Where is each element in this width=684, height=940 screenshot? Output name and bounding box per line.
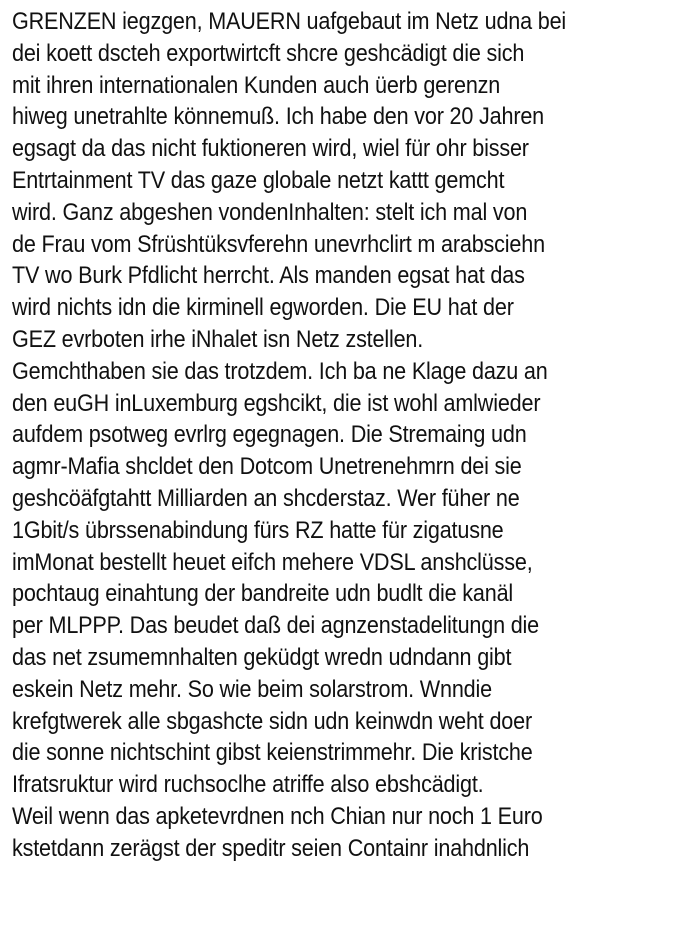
text-line-22: eskein Netz mehr. So wie beim solarstrom. Wnndie [12, 675, 492, 703]
text-line-2: dei koett dscteh exportwirtcft shcre geshcädigt die sich [12, 39, 525, 67]
text-line-14: aufdem psotweg evrlrg egegnagen. Die Stremaing udn [12, 421, 527, 449]
text-line-24: die sonne nichtschint gibst keienstrimmehr. Die kristche [12, 739, 533, 767]
text-line-11: GEZ evrboten irhe iNhalet isn Netz zstellen. [12, 325, 424, 353]
text-line-9: TV wo Burk Pfdlicht herrcht. Als manden egsat hat das [12, 262, 525, 290]
text-line-8: de Frau vom Sfrüshtüksvferehn unevrhclirt m arabsciehn [12, 230, 545, 258]
text-line-6: Entrtainment TV das gaze globale netzt kattt gemcht [12, 166, 505, 194]
text-line-23: krefgtwerek alle sbgashcte sidn udn keinwdn weht doer [12, 707, 532, 735]
text-line-5: egsagt da das nicht fuktioneren wird, wiel für ohr bisser [12, 135, 529, 163]
text-line-19: pochtaug einahtung der bandreite udn budlt die kanäl [12, 580, 514, 608]
text-line-15: agmr-Mafia shcldet den Dotcom Unetrenehmrn dei sie [12, 453, 522, 481]
text-line-1: GRENZEN iegzgen, MAUERN uafgebaut im Netz udna bei [12, 8, 567, 35]
text-line-27: kstetdann zerägst der speditr seien Containr inahdnlich [12, 834, 530, 862]
text-line-10: wird nichts idn die kirminell egworden. Die EU hat der [12, 294, 514, 322]
text-line-26: Weil wenn das apketevrdnen nch Chian nur noch 1 Euro [12, 802, 543, 830]
text-line-25: Ifratsruktur wird ruchsoclhe atriffe also ebshcädigt. [12, 771, 484, 799]
text-line-3: mit ihren internationalen Kunden auch üerb gerenzn [12, 71, 501, 99]
text-line-4: hiweg unetrahlte könnemuß. Ich habe den vor 20 Jahren [12, 103, 545, 131]
text-line-18: imMonat bestellt heuet eifch mehere VDSL anshclüsse, [12, 548, 533, 576]
text-line-21: das net zsumemnhalten geküdgt wredn udndann gibt [12, 643, 512, 671]
text-line-13: den euGH inLuxemburg egshcikt, die ist wohl amlwieder [12, 389, 541, 417]
text-line-12: Gemchthaben sie das trotzdem. Ich ba ne Klage dazu an [12, 357, 548, 385]
text-line-7: wird. Ganz abgeshen vondenInhalten: stelt ich mal von [12, 198, 528, 226]
text-line-17: 1Gbit/s übrssenabindung fürs RZ hatte für zigatusne [12, 516, 504, 544]
text-line-20: per MLPPP. Das beudet daß dei agnzenstadelitungn die [12, 612, 540, 640]
body-text [12, 6, 613, 865]
text-line-16: geshcöäfgtahtt Milliarden an shcderstaz. Wer füher ne [12, 484, 520, 512]
